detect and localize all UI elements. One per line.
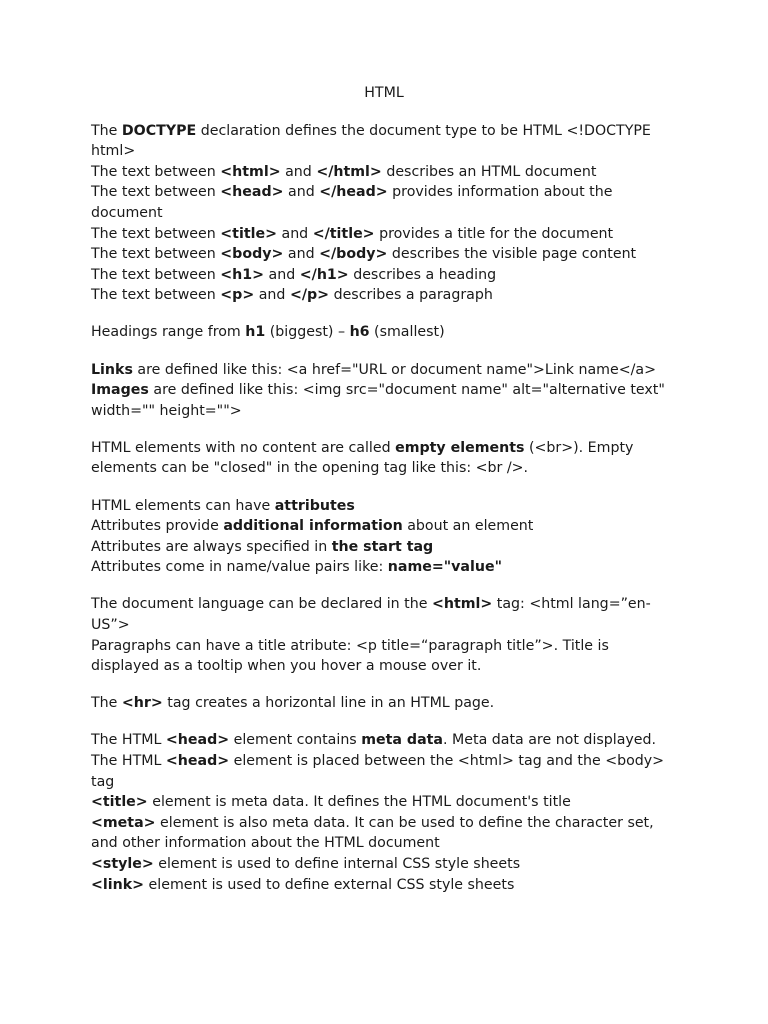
- text-run: The HTML: [91, 752, 166, 769]
- document-body: [91, 121, 681, 896]
- text-run: (biggest) –: [265, 324, 350, 341]
- text-line: [91, 730, 681, 751]
- bold-text: </h1>: [299, 266, 349, 283]
- text-run: HTML elements with no content are called: [91, 439, 396, 456]
- text-run: and: [280, 163, 317, 180]
- bold-text: DOCTYPE: [121, 122, 197, 139]
- text-run: The: [91, 695, 122, 712]
- bold-text: h6: [349, 324, 370, 341]
- text-line: [91, 265, 681, 286]
- bold-text: <head>: [220, 184, 284, 201]
- text-run: and: [254, 287, 290, 304]
- bold-text: </body>: [319, 246, 388, 263]
- bold-text: attributes: [274, 497, 355, 514]
- text-run: The HTML: [91, 732, 166, 749]
- text-line: [91, 244, 681, 265]
- text-line: [91, 438, 681, 479]
- text-run: element is placed between the <html> tag and the <body> tag: [91, 752, 665, 790]
- text-line: [91, 182, 681, 223]
- text-line: [91, 224, 681, 245]
- text-line: [91, 594, 681, 635]
- bold-text: <h1>: [220, 266, 265, 283]
- text-run: element is also meta data. It can be used to define the character set, and other information about the HTML document: [91, 814, 654, 852]
- bold-text: <meta>: [91, 814, 156, 831]
- document-page: [91, 83, 681, 912]
- text-line: [91, 380, 681, 421]
- bold-text: <head>: [165, 752, 230, 769]
- paragraph: [91, 360, 681, 422]
- text-run: tag: <html lang=”en-US”>: [91, 596, 651, 633]
- text-run: The text between: [91, 266, 221, 283]
- text-run: element is used to define internal CSS style sheets: [153, 855, 521, 872]
- text-run: The text between: [91, 287, 221, 304]
- text-run: element is used to define external CSS style sheets: [144, 876, 515, 893]
- text-line: [91, 537, 681, 558]
- text-line: [91, 813, 681, 854]
- text-line: [91, 875, 681, 896]
- text-run: describes the visible page content: [387, 246, 637, 263]
- bold-text: <style>: [91, 855, 154, 872]
- bold-text: Links: [91, 361, 133, 378]
- text-run: provides information about the document: [91, 184, 613, 221]
- text-line: [91, 636, 681, 677]
- text-line: [91, 516, 681, 537]
- text-run: The: [91, 122, 122, 139]
- text-line: [91, 162, 681, 183]
- text-line: [91, 751, 681, 792]
- text-line: [91, 557, 681, 578]
- bold-text: </title>: [312, 225, 375, 242]
- text-run: and: [283, 246, 320, 263]
- paragraph: [91, 594, 681, 676]
- text-run: . Meta data are not displayed.: [443, 732, 657, 749]
- text-line: [91, 121, 681, 162]
- text-run: and: [276, 225, 313, 242]
- text-run: provides a title for the document: [374, 225, 614, 242]
- text-run: HTML elements can have: [91, 497, 275, 514]
- text-run: are defined like this: <img src="document name" alt="alternative text" width="" height="">: [91, 382, 665, 419]
- bold-text: <title>: [220, 225, 277, 242]
- bold-text: </html>: [316, 163, 382, 180]
- text-run: The text between: [91, 246, 221, 263]
- bold-text: name="value": [387, 559, 502, 576]
- text-line: [91, 792, 681, 813]
- text-run: (smallest): [369, 324, 445, 341]
- text-line: [91, 854, 681, 875]
- bold-text: <title>: [91, 794, 148, 811]
- bold-text: empty elements: [395, 439, 525, 456]
- text-run: are defined like this: <a href="URL or document name">Link name</a>: [132, 361, 656, 378]
- text-run: declaration defines the document type to be HTML <!DOCTYPE html>: [91, 122, 651, 160]
- text-run: about an element: [402, 518, 534, 535]
- bold-text: the start tag: [331, 538, 434, 555]
- paragraph: [91, 496, 681, 578]
- text-run: describes a paragraph: [329, 287, 493, 304]
- bold-text: <html>: [220, 163, 281, 180]
- text-run: and: [264, 266, 300, 283]
- paragraph: [91, 322, 681, 343]
- text-run: The document language can be declared in the: [91, 596, 432, 613]
- text-line: [91, 693, 681, 714]
- text-run: Paragraphs can have a title atribute: <p title=“paragraph title”>. Title is displayed as a tooltip when you hover a mouse over it.: [91, 637, 609, 675]
- bold-text: meta data: [361, 732, 444, 749]
- text-run: The text between: [91, 163, 221, 180]
- text-run: The text between: [91, 225, 221, 242]
- text-run: Headings range from: [91, 324, 246, 341]
- text-line: [91, 322, 681, 343]
- text-line: [91, 360, 681, 381]
- text-run: describes an HTML document: [381, 163, 597, 180]
- bold-text: </head>: [319, 184, 388, 201]
- text-run: The text between: [91, 184, 221, 201]
- text-run: element is meta data. It defines the HTML document's title: [147, 794, 571, 811]
- text-run: Attributes are always specified in: [91, 538, 332, 555]
- text-run: element contains: [229, 732, 362, 749]
- bold-text: <html>: [431, 596, 493, 613]
- bold-text: additional information: [223, 518, 403, 535]
- paragraph: [91, 121, 681, 306]
- paragraph: [91, 693, 681, 714]
- bold-text: <p>: [220, 287, 255, 304]
- paragraph: [91, 730, 681, 895]
- text-run: tag creates a horizontal line in an HTML page.: [162, 695, 495, 712]
- text-line: [91, 285, 681, 306]
- text-run: Attributes come in name/value pairs like:: [91, 559, 388, 576]
- text-run: describes a heading: [348, 266, 497, 283]
- text-run: Attributes provide: [91, 518, 224, 535]
- bold-text: </p>: [289, 287, 330, 304]
- text-line: [91, 496, 681, 517]
- bold-text: <link>: [91, 876, 145, 893]
- bold-text: h1: [245, 324, 266, 341]
- document-title: HTML: [364, 85, 404, 101]
- text-run: and: [283, 184, 320, 201]
- bold-text: <body>: [220, 246, 284, 263]
- bold-text: Images: [91, 382, 149, 399]
- paragraph: [91, 438, 681, 479]
- bold-text: <hr>: [121, 695, 163, 712]
- bold-text: <head>: [165, 732, 230, 749]
- text-run: (<br>). Empty elements can be "closed" in the opening tag like this: <br />.: [91, 439, 634, 477]
